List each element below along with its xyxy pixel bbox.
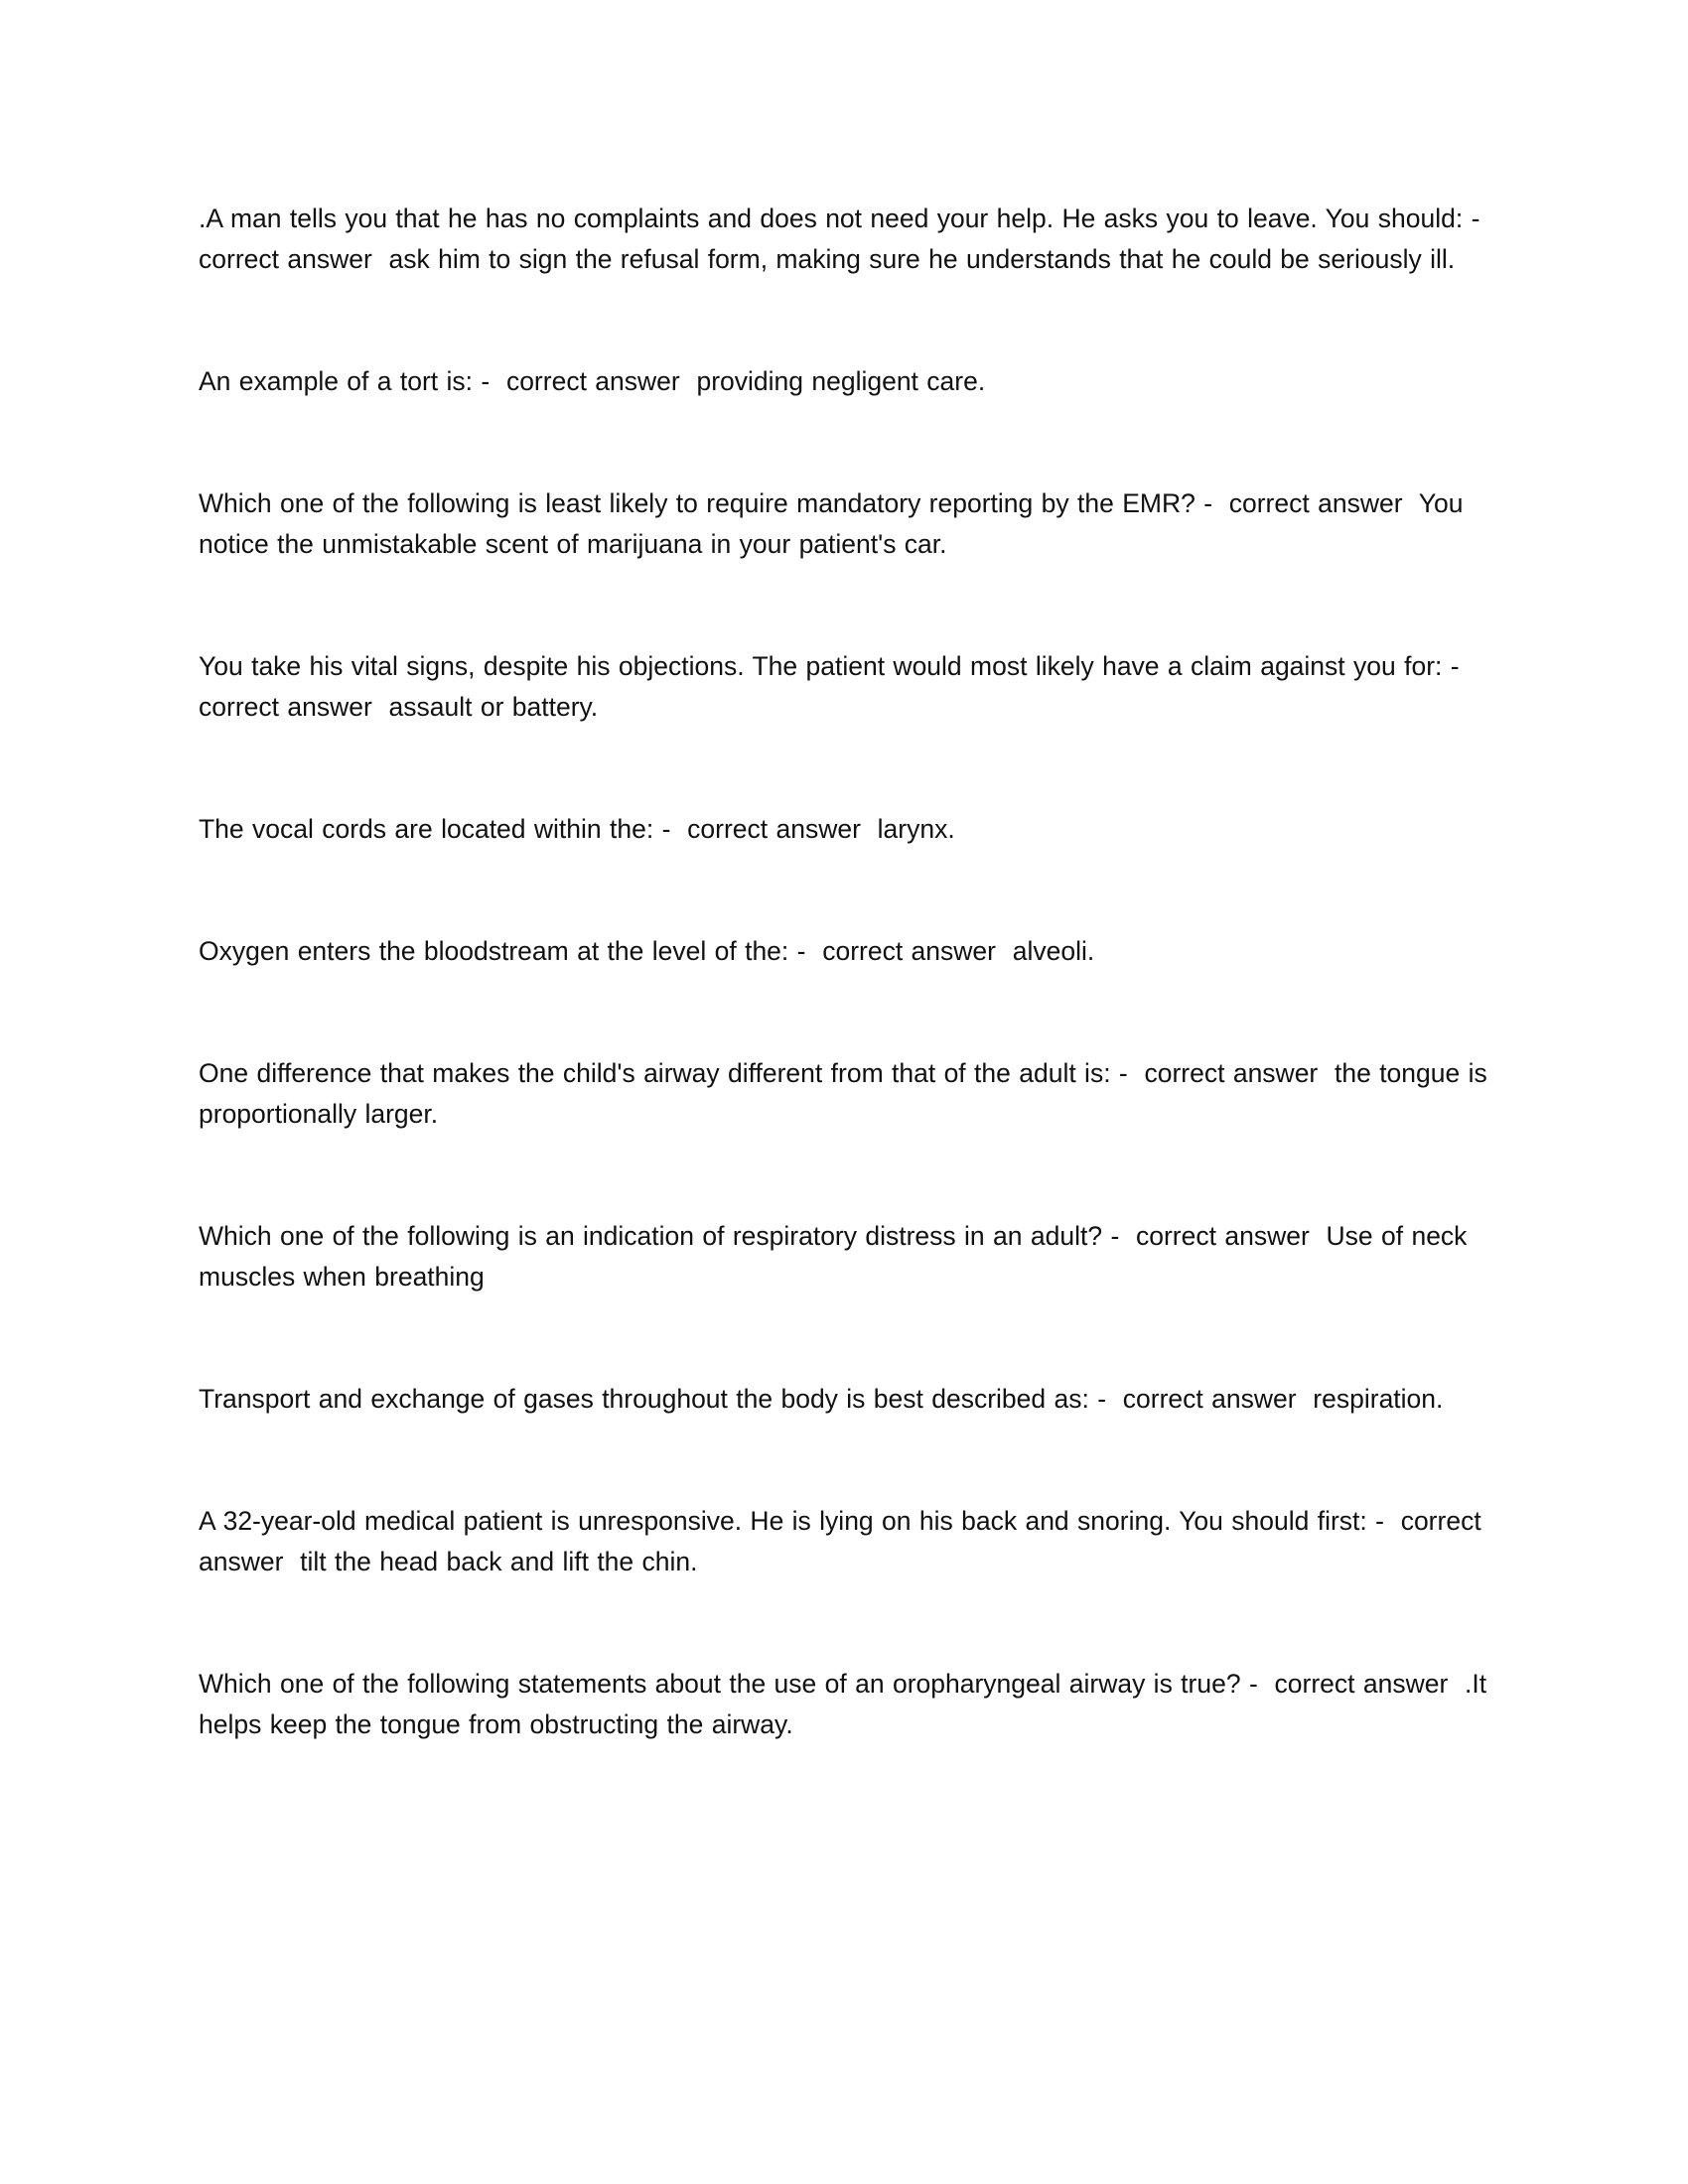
answer-text: ask him to sign the refusal form, making sure he understands that he could be seriously ill.	[380, 244, 1456, 274]
answer-separator: - correct answer	[473, 366, 689, 396]
answer-separator: - correct answer	[1102, 1221, 1319, 1251]
answer-text: Use of neck muscles when breathing	[199, 1221, 1476, 1292]
answer-text: larynx.	[869, 814, 955, 844]
answer-separator: - correct answer	[788, 936, 1005, 966]
question-text: Which one of the following is an indication of respiratory distress in an adult?	[199, 1221, 1103, 1251]
answer-text: alveoli.	[1004, 936, 1095, 966]
question-text: Transport and exchange of gases throughout the body is best described as:	[199, 1384, 1089, 1414]
answer-separator: - correct answer	[199, 204, 1497, 274]
question-text: You take his vital signs, despite his objections. The patient would most likely have a claim against you for:	[199, 651, 1443, 681]
question-text: Which one of the following is least likely to require mandatory reporting by the EMR?	[199, 488, 1196, 518]
answer-text: .It helps keep the tongue from obstructing the airway.	[199, 1669, 1495, 1739]
question-text: An example of a tort is:	[199, 366, 474, 396]
answer-separator: - correct answer	[1110, 1058, 1327, 1088]
answer-separator: - correct answer	[653, 814, 870, 844]
answer-text: the tongue is proportionally larger.	[199, 1058, 1496, 1129]
answer-text: respiration.	[1304, 1384, 1444, 1414]
answer-separator: - correct answer	[199, 1506, 1490, 1576]
answer-text: You notice the unmistakable scent of marijuana in your patient's car.	[199, 488, 1472, 559]
qa-item	[199, 199, 1497, 280]
question-text: A 32-year-old medical patient is unresponsive. He is lying on his back and snoring. You should first:	[199, 1506, 1367, 1536]
answer-separator: - correct answer	[1088, 1384, 1305, 1414]
qa-list	[199, 199, 1497, 1827]
qa-item	[199, 483, 1489, 565]
answer-text: providing negligent care.	[688, 366, 986, 396]
qa-item	[199, 931, 1489, 972]
qa-item	[199, 1501, 1489, 1582]
question-text: .A man tells you that he has no complaints and does not need your help. He asks you to leave. You should:	[199, 204, 1464, 233]
question-text: The vocal cords are located within the:	[199, 814, 654, 844]
answer-separator: - correct answer	[1195, 488, 1411, 518]
qa-item	[199, 1216, 1489, 1297]
qa-item	[199, 361, 1489, 402]
question-text: Oxygen enters the bloodstream at the level of the:	[199, 936, 789, 966]
answer-text: assault or battery.	[380, 692, 599, 722]
qa-item	[199, 646, 1489, 728]
qa-item	[199, 1053, 1496, 1135]
question-text: Which one of the following statements about the use of an oropharyngeal airway is true?	[199, 1669, 1241, 1699]
question-text: One difference that makes the child's airway different from that of the adult is:	[199, 1058, 1111, 1088]
qa-item	[199, 1664, 1495, 1745]
answer-separator: - correct answer	[1240, 1669, 1457, 1699]
qa-item	[199, 809, 1489, 850]
qa-item	[199, 1379, 1489, 1420]
answer-text: tilt the head back and lift the chin.	[291, 1547, 698, 1576]
answer-separator: - correct answer	[199, 651, 1477, 722]
